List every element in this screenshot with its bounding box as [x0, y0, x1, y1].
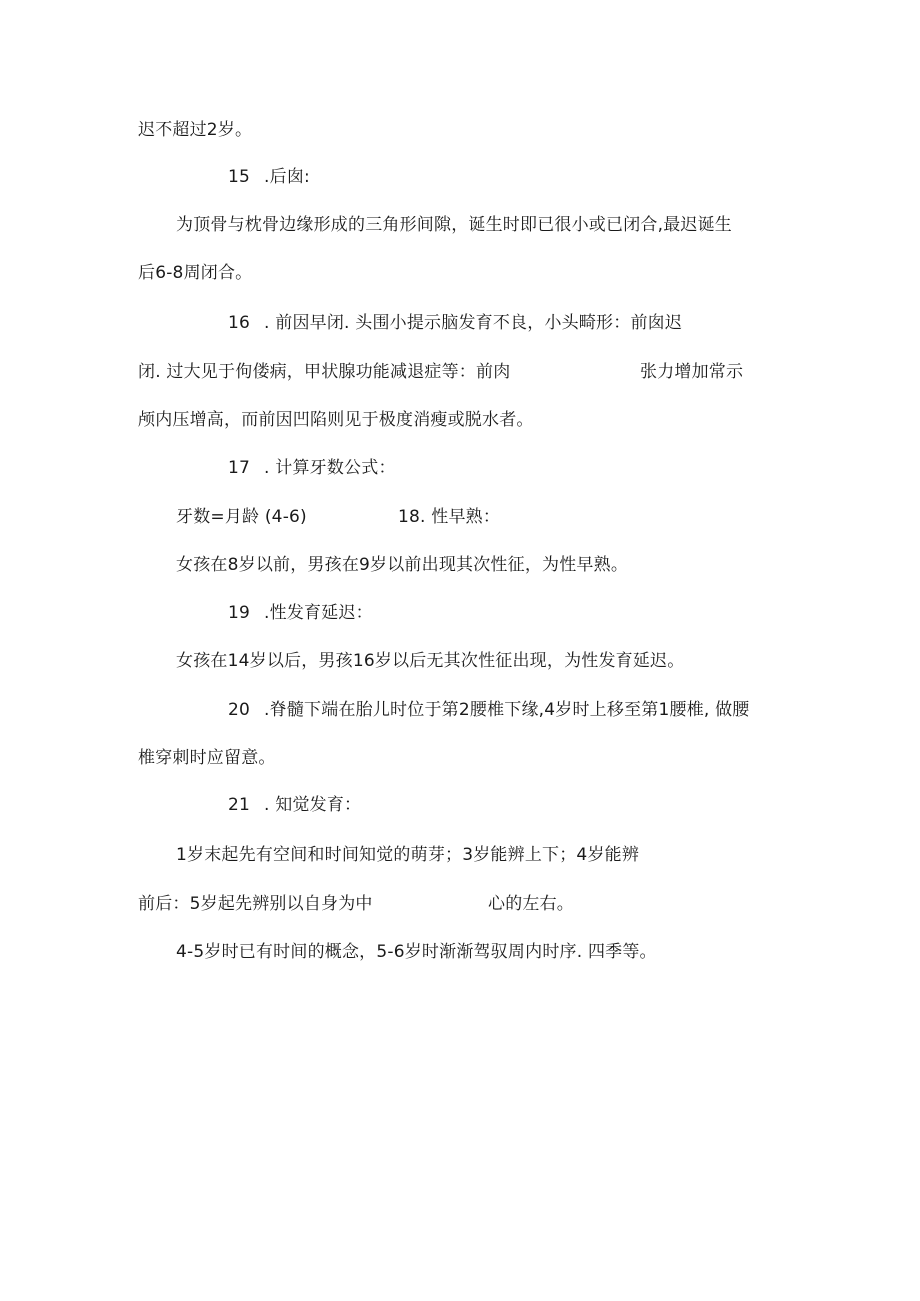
text-line: 后6-8周闭合。 [138, 263, 253, 283]
section-heading-16 [228, 312, 682, 334]
text-line: 前后：5岁起先辨别以自身为中 [138, 894, 373, 914]
section-title: .脊髓下端在胎儿时位于第2腰椎下缘,4岁时上移至第1腰椎, 做腰 [264, 700, 750, 720]
section-title: . 知觉发育： [264, 795, 362, 815]
section-heading-17 [228, 457, 396, 479]
section-heading-19 [228, 602, 373, 624]
text-line: 女孩在14岁以后，男孩16岁以后无其次性征出现，为性发育延迟。 [176, 651, 685, 671]
section-heading-20 [228, 699, 750, 721]
text-line: 闭. 过大见于佝偻病，甲状腺功能减退症等：前肉 [138, 362, 511, 382]
section-number: 17 [228, 458, 251, 478]
section-title: . 计算牙数公式： [264, 458, 396, 478]
section-heading-21 [228, 794, 361, 816]
section-title: . 前因早闭. 头围小提示脑发育不良，小头畸形：前囱迟 [264, 313, 683, 333]
text-line: 4-5岁时已有时间的概念，5-6岁时渐渐驾驭周内时序. 四季等。 [176, 942, 657, 962]
section-number: 21 [228, 795, 251, 815]
section-heading-18: 18. 性早熟： [398, 507, 501, 527]
text-line: 颅内压增高，而前因凹陷则见于极度消瘦或脱水者。 [138, 410, 534, 430]
section-title: .性发育延迟： [264, 603, 373, 623]
section-number: 20 [228, 700, 251, 720]
text-line: 心的左右。 [488, 894, 574, 914]
text-line: 椎穿刺时应留意。 [138, 748, 276, 768]
section-number: 16 [228, 313, 251, 333]
text-line: 迟不超过2岁。 [138, 120, 253, 140]
text-line: 张力增加常示 [640, 362, 744, 382]
text-line: 为顶骨与枕骨边缘形成的三角形间隙，诞生时即已很小或已闭合,最迟诞生 [176, 215, 733, 235]
section-number: 15 [228, 167, 251, 187]
section-heading-15 [228, 166, 310, 188]
text-line: 女孩在8岁以前，男孩在9岁以前出现其次性征，为性早熟。 [176, 555, 629, 575]
section-number: 19 [228, 603, 251, 623]
text-line: 1岁末起先有空间和时间知觉的萌芽；3岁能辨上下；4岁能辨 [176, 845, 640, 865]
section-title: .后囱: [264, 167, 310, 187]
text-line: 牙数=月龄 (4-6) [176, 507, 307, 527]
